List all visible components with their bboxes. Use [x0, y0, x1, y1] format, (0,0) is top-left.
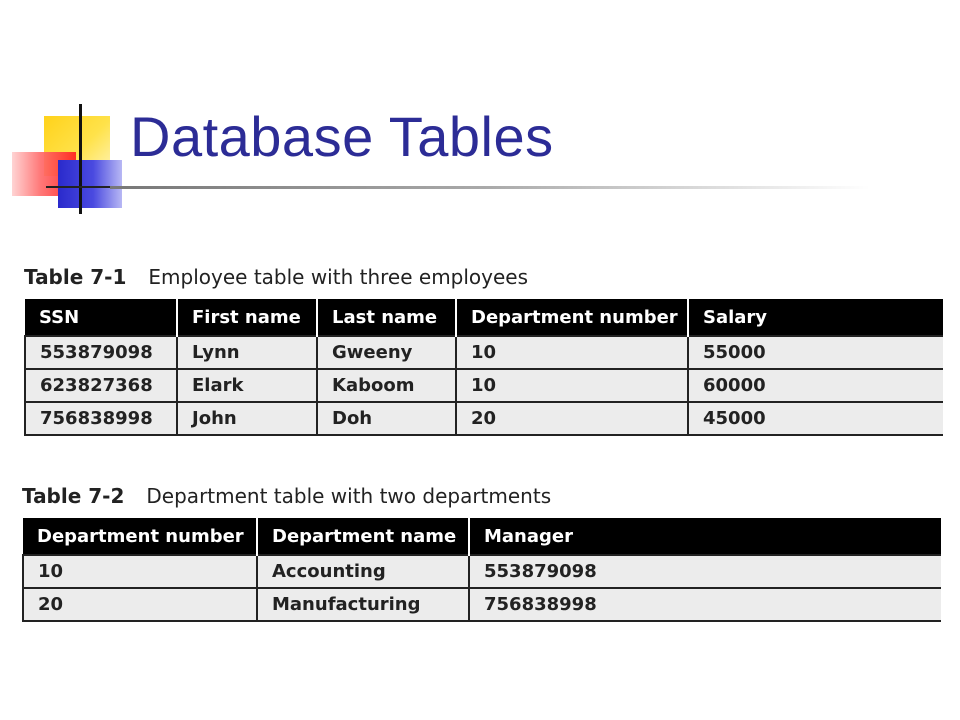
table-cell: Lynn — [177, 336, 317, 369]
table-row — [25, 369, 943, 402]
table-cell: Doh — [317, 402, 456, 435]
column-header: Department name — [257, 518, 469, 555]
table-cell: Gweeny — [317, 336, 456, 369]
ornament-blue-square — [58, 160, 122, 208]
title-underline — [110, 186, 870, 189]
table-caption-employee — [24, 265, 528, 289]
column-header: Salary — [688, 299, 943, 336]
table-cell: 623827368 — [25, 369, 177, 402]
table-cell: Manufacturing — [257, 588, 469, 621]
table-row — [23, 555, 941, 588]
table-cell: 756838998 — [469, 588, 941, 621]
table-header-row — [25, 299, 943, 336]
table-caption-text: Employee table with three employees — [148, 265, 529, 289]
table-cell: 55000 — [688, 336, 943, 369]
employee-table — [24, 299, 943, 436]
table-cell: Kaboom — [317, 369, 456, 402]
ornament-vertical-line — [79, 104, 82, 214]
table-caption-department — [22, 484, 551, 508]
table-cell: 20 — [456, 402, 688, 435]
column-header: Manager — [469, 518, 941, 555]
column-header: Last name — [317, 299, 456, 336]
table-cell: 553879098 — [469, 555, 941, 588]
table-row — [23, 588, 941, 621]
slide-title: Database Tables — [130, 105, 554, 168]
department-table — [22, 518, 941, 622]
table-cell: 10 — [456, 336, 688, 369]
column-header: Department number — [456, 299, 688, 336]
table-number: Table 7-2 — [22, 484, 125, 508]
table-cell: Accounting — [257, 555, 469, 588]
table-cell: 553879098 — [25, 336, 177, 369]
table-row — [25, 336, 943, 369]
table-cell: 45000 — [688, 402, 943, 435]
table-cell: 10 — [23, 555, 257, 588]
column-header: First name — [177, 299, 317, 336]
table-row — [25, 402, 943, 435]
table-cell: 10 — [456, 369, 688, 402]
table-cell: 60000 — [688, 369, 943, 402]
table-cell: 756838998 — [25, 402, 177, 435]
table-cell: John — [177, 402, 317, 435]
table-caption-text: Department table with two departments — [146, 484, 552, 508]
table-header-row — [23, 518, 941, 555]
table-cell: Elark — [177, 369, 317, 402]
table-number: Table 7-1 — [24, 265, 127, 289]
table-cell: 20 — [23, 588, 257, 621]
column-header: Department number — [23, 518, 257, 555]
column-header: SSN — [25, 299, 177, 336]
